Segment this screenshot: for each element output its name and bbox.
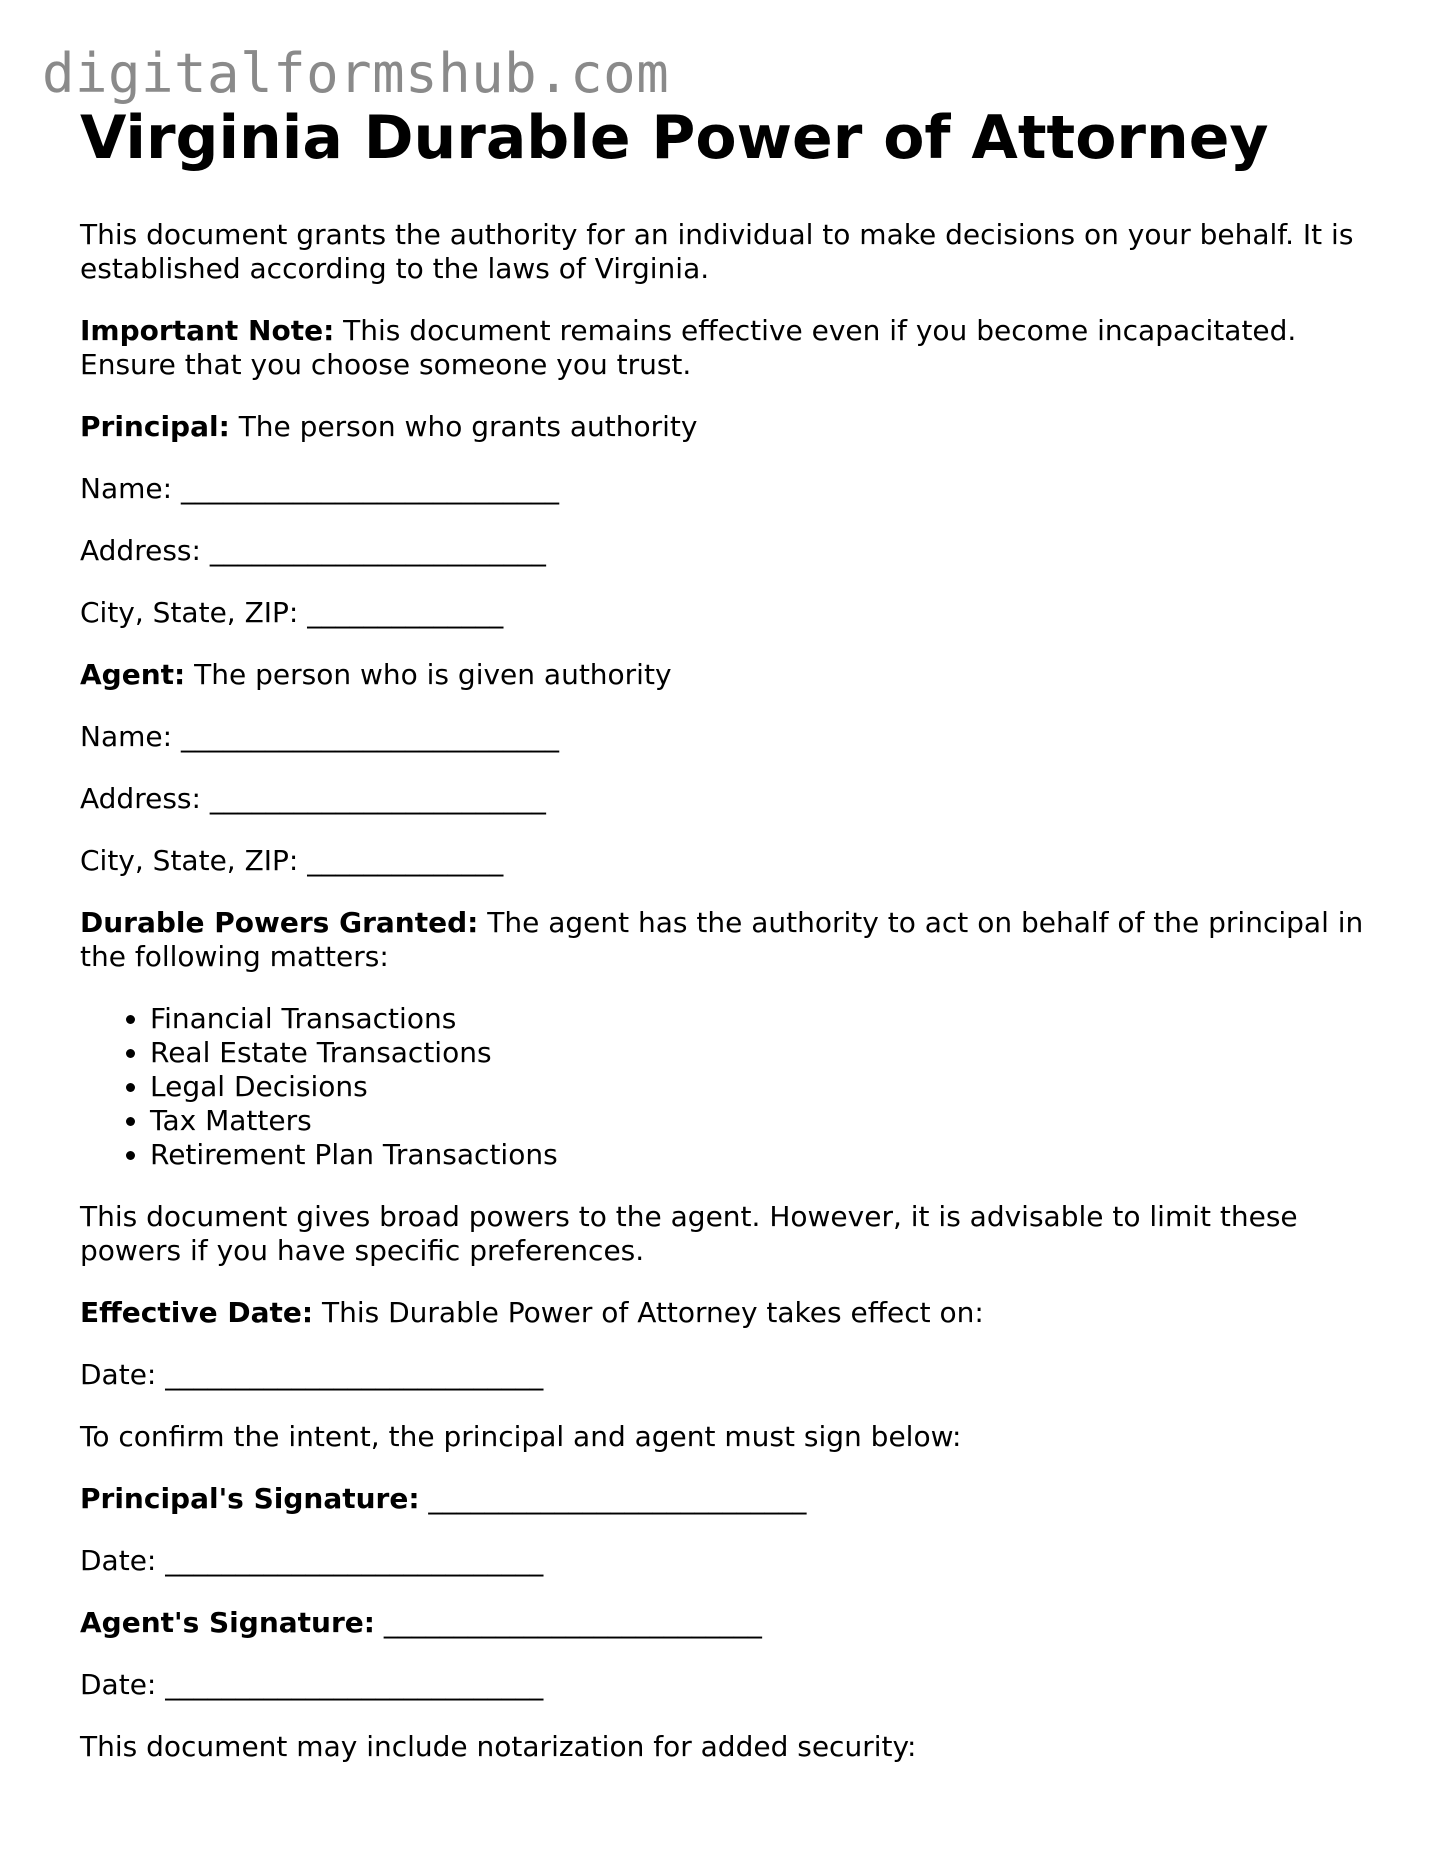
principal-name-field[interactable]: Name: ___________________________	[80, 472, 559, 505]
document-title: Virginia Durable Power of Attorney	[80, 103, 1269, 173]
effective-date-label: Effective Date:	[80, 1296, 314, 1329]
list-item: • Financial Transactions	[150, 1002, 1370, 1036]
agent-heading	[80, 658, 1370, 692]
list-item: • Retirement Plan Transactions	[150, 1138, 1370, 1172]
agent-signature-label: Agent's Signature:	[80, 1606, 375, 1639]
principal-city-field[interactable]: City, State, ZIP: ______________	[80, 596, 504, 629]
important-note-label: Important Note:	[80, 314, 335, 347]
agent-description: The person who is given authority	[185, 658, 672, 691]
principal-signature-date-field[interactable]: Date: ___________________________	[80, 1544, 544, 1577]
principal-label: Principal:	[80, 410, 230, 443]
effective-date-heading	[80, 1296, 1370, 1330]
agent-signature-line: ___________________________	[374, 1606, 762, 1639]
agent-signature-field[interactable]	[80, 1606, 1370, 1640]
effective-date-field[interactable]: Date: ___________________________	[80, 1358, 544, 1391]
agent-address-field[interactable]: Address: ________________________	[80, 782, 546, 815]
list-item: • Real Estate Transactions	[150, 1036, 1370, 1070]
agent-signature-date-field[interactable]: Date: ___________________________	[80, 1668, 544, 1701]
document-body	[80, 100, 1370, 1792]
intro-paragraph: This document grants the authority for an individual to make decisions on your behalf. It is established according to the laws of Virginia.	[80, 218, 1354, 285]
principal-description: The person who grants authority	[229, 410, 698, 443]
broad-powers-note: This document gives broad powers to the agent. However, it is advisable to limit these powers if you have specific preferences.	[80, 1200, 1298, 1267]
agent-city-field[interactable]: City, State, ZIP: ______________	[80, 844, 504, 877]
agent-name-field[interactable]: Name: ___________________________	[80, 720, 559, 753]
watermark: digitalformshub.com	[42, 42, 670, 105]
confirm-intent-text: To confirm the intent, the principal and agent must sign below:	[80, 1420, 962, 1453]
important-note-text: This document remains effective even if you become incapacitated. Ensure that you choose someone you trust.	[80, 314, 1297, 381]
list-item: • Tax Matters	[150, 1104, 1370, 1138]
principal-signature-line: ___________________________	[419, 1482, 807, 1515]
list-item: • Legal Decisions	[150, 1070, 1370, 1104]
notarization-text: This document may include notarization for added security:	[80, 1730, 917, 1763]
important-note	[80, 314, 1370, 382]
powers-list	[80, 1002, 1370, 1172]
agent-label: Agent:	[80, 658, 186, 691]
principal-signature-label: Principal's Signature:	[80, 1482, 420, 1515]
powers-label: Durable Powers Granted:	[80, 906, 479, 939]
powers-heading	[80, 906, 1370, 974]
principal-signature-field[interactable]	[80, 1482, 1370, 1516]
principal-address-field[interactable]: Address: ________________________	[80, 534, 546, 567]
effective-date-description: This Durable Power of Attorney takes effect on:	[313, 1296, 984, 1329]
powers-description: The agent has the authority to act on behalf of the principal in the following matters:	[80, 906, 1364, 973]
principal-heading	[80, 410, 1370, 444]
